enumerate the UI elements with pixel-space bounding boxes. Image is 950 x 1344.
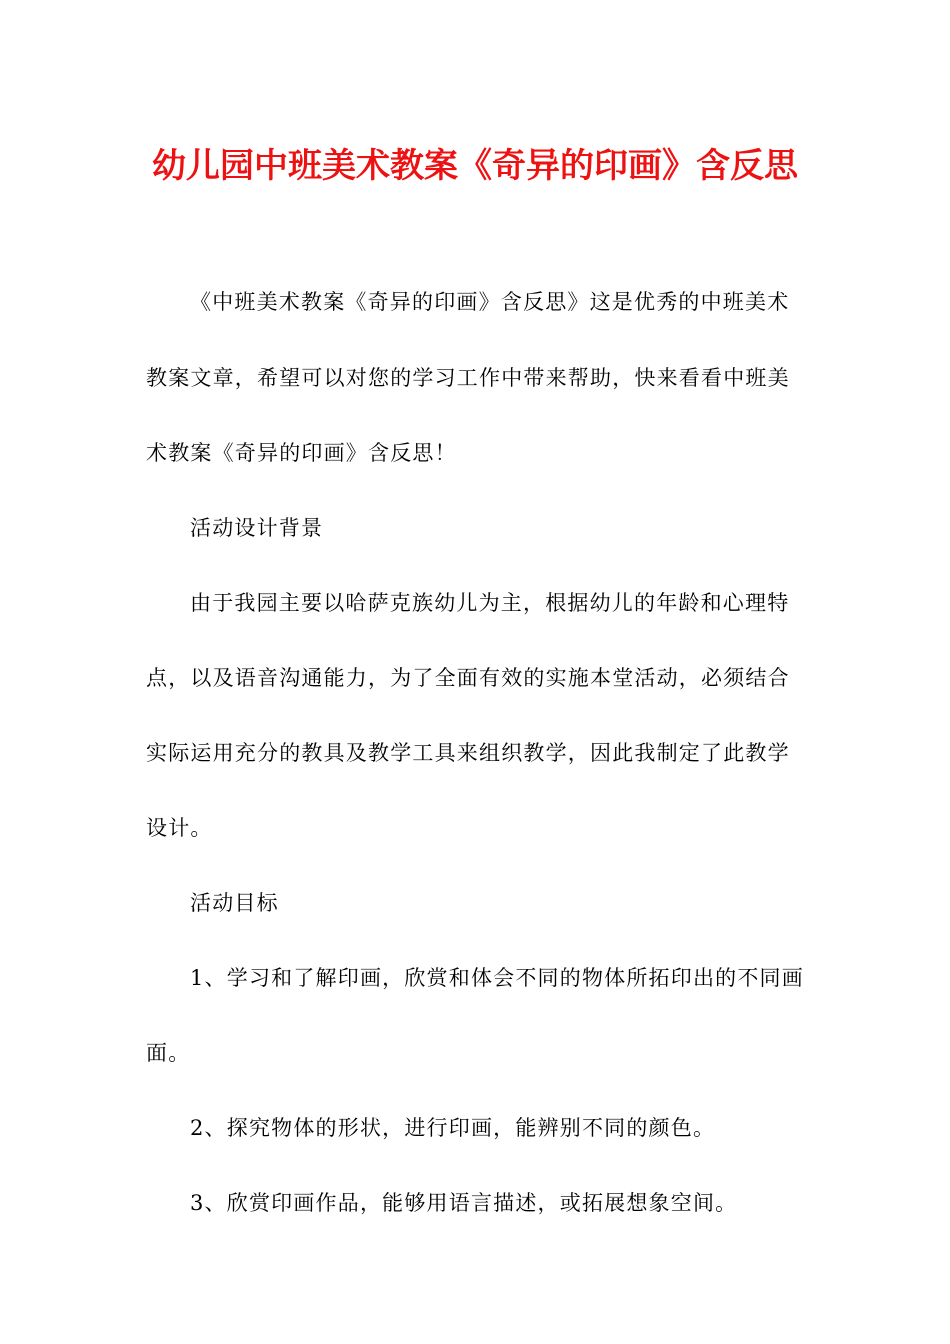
paragraph-background-line-1: 由于我园主要以哈萨克族幼儿为主，根据幼儿的年龄和心理特 (190, 591, 790, 615)
paragraph-intro-line-1: 《中班美术教案《奇异的印画》含反思》这是优秀的中班美术 (190, 290, 790, 314)
section-heading-background: 活动设计背景 (190, 516, 324, 540)
paragraph-intro-line-2: 教案文章，希望可以对您的学习工作中带来帮助，快来看看中班美 (146, 366, 790, 390)
section-heading-goals: 活动目标 (190, 891, 279, 915)
goal-1-line-1: 1、学习和了解印画，欣赏和体会不同的物体所拓印出的不同画 (190, 966, 804, 990)
paragraph-background-line-2: 点，以及语音沟通能力，为了全面有效的实施本堂活动，必须结合 (146, 666, 790, 690)
paragraph-intro-line-3: 术教案《奇异的印画》含反思！ (146, 441, 457, 465)
goal-2: 2、探究物体的形状，进行印画，能辨别不同的颜色。 (190, 1116, 716, 1140)
paragraph-background-line-4: 设计。 (146, 816, 213, 840)
document-title: 幼儿园中班美术教案《奇异的印画》含反思 (152, 146, 798, 186)
paragraph-background-line-3: 实际运用充分的教具及教学工具来组织教学，因此我制定了此教学 (146, 741, 790, 765)
goal-3: 3、欣赏印画作品，能够用语言描述，或拓展想象空间。 (190, 1191, 738, 1215)
goal-1-line-2: 面。 (146, 1041, 191, 1065)
